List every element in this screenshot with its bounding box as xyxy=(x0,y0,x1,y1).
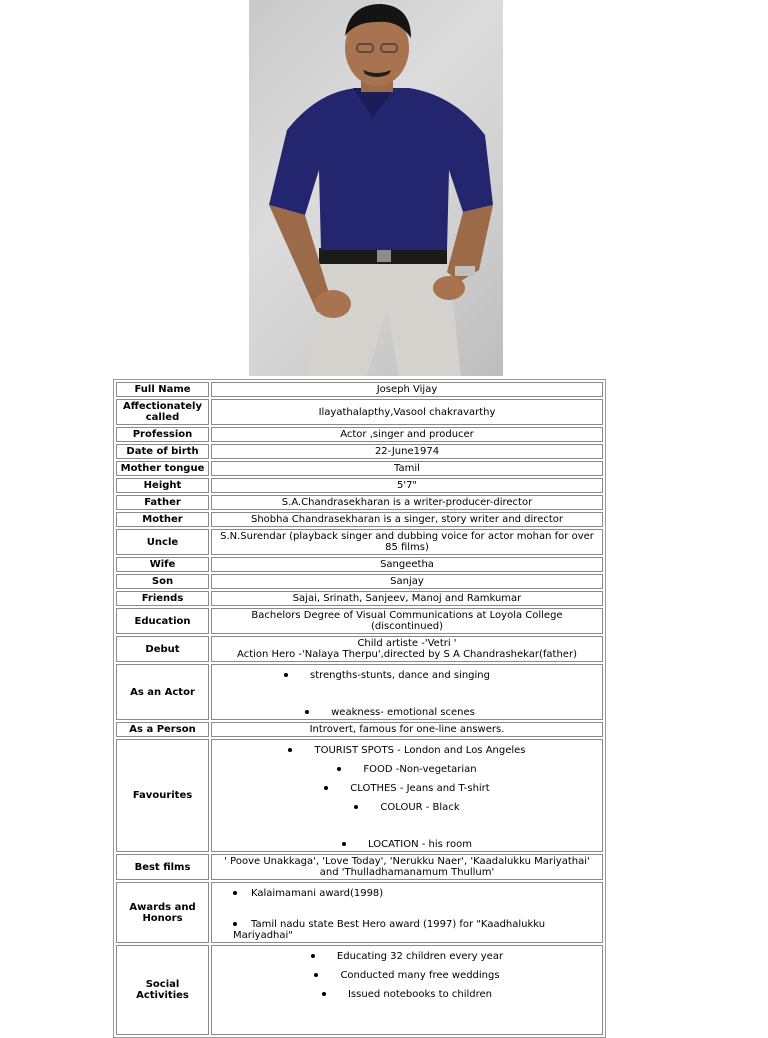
table-row xyxy=(116,945,603,1035)
row-key: Son xyxy=(116,574,209,589)
actor-list xyxy=(215,670,599,718)
table-row xyxy=(116,854,603,880)
table-row xyxy=(116,478,603,493)
row-key: Profession xyxy=(116,427,209,442)
portrait-photo xyxy=(249,0,503,376)
list-item xyxy=(233,919,599,941)
row-value: Bachelors Degree of Visual Communications at Loyola College (discontinued) xyxy=(211,608,603,634)
row-key: Education xyxy=(116,608,209,634)
social-list xyxy=(215,951,599,1000)
row-value: Tamil xyxy=(211,461,603,476)
favourites-list xyxy=(215,745,599,850)
list-item xyxy=(215,970,599,981)
table-row xyxy=(116,591,603,606)
list-item-text: weakness- emotional scenes xyxy=(331,707,475,718)
row-value xyxy=(211,664,603,720)
row-value xyxy=(211,945,603,1035)
row-value: ' Poove Unakkaga', 'Love Today', 'Nerukku Naer', 'Kaadalukku Mariyathai' and 'Thulladhamanamum Thullum' xyxy=(211,854,603,880)
list-item xyxy=(215,745,599,756)
bullet-icon xyxy=(233,891,237,895)
table-row xyxy=(116,427,603,442)
row-value: Sajai, Srinath, Sanjeev, Manoj and Ramkumar xyxy=(211,591,603,606)
portrait-icon xyxy=(249,0,503,376)
row-key: Awards and Honors xyxy=(116,882,209,943)
table-row xyxy=(116,495,603,510)
row-value xyxy=(211,882,603,943)
row-value: Sanjay xyxy=(211,574,603,589)
row-key: Friends xyxy=(116,591,209,606)
table-row xyxy=(116,608,603,634)
list-item-text: strengths-stunts, dance and singing xyxy=(309,670,490,681)
row-key: Affectionately called xyxy=(116,399,209,425)
table-row xyxy=(116,722,603,737)
bullet-icon xyxy=(288,748,292,752)
list-item xyxy=(215,707,599,718)
table-row xyxy=(116,382,603,397)
row-value: Shobha Chandrasekharan is a singer, story writer and director xyxy=(211,512,603,527)
bullet-icon xyxy=(233,922,237,926)
bullet-icon xyxy=(284,673,288,677)
bullet-icon xyxy=(311,954,315,958)
row-value xyxy=(211,739,603,852)
table-row xyxy=(116,444,603,459)
row-key: Best films xyxy=(116,854,209,880)
list-item xyxy=(233,888,599,899)
awards-list xyxy=(215,888,599,941)
row-key: Mother tongue xyxy=(116,461,209,476)
row-value: S.A.Chandrasekharan is a writer-producer-director xyxy=(211,495,603,510)
row-value: Actor ,singer and producer xyxy=(211,427,603,442)
row-key: Height xyxy=(116,478,209,493)
bullet-icon xyxy=(342,842,346,846)
table-row xyxy=(116,664,603,720)
table-row xyxy=(116,529,603,555)
row-value: Introvert, famous for one-line answers. xyxy=(211,722,603,737)
list-item-text: Educating 32 children every year xyxy=(336,951,504,962)
list-item-text: COLOUR - Black xyxy=(380,802,460,813)
bullet-icon xyxy=(314,973,318,977)
list-item xyxy=(215,802,599,813)
table-row xyxy=(116,512,603,527)
list-item-text: LOCATION - his room xyxy=(368,839,472,850)
bullet-icon xyxy=(305,710,309,714)
list-item xyxy=(215,764,599,775)
table-row xyxy=(116,399,603,425)
table-row xyxy=(116,739,603,852)
row-key: As a Person xyxy=(116,722,209,737)
table-row xyxy=(116,882,603,943)
row-value: 5'7" xyxy=(211,478,603,493)
bullet-icon xyxy=(324,786,328,790)
table-row xyxy=(116,557,603,572)
list-item xyxy=(215,989,599,1000)
row-key: Social Activities xyxy=(116,945,209,1035)
list-item xyxy=(215,783,599,794)
list-item-text: FOOD -Non-vegetarian xyxy=(363,764,477,775)
bullet-icon xyxy=(322,992,326,996)
profile-table xyxy=(113,379,606,1038)
row-key: Favourites xyxy=(116,739,209,852)
row-value: 22-June1974 xyxy=(211,444,603,459)
debut-hero: Action Hero -'Nalaya Therpu',directed by S A Chandrashekar(father) xyxy=(237,649,577,660)
row-key: Father xyxy=(116,495,209,510)
row-key: Debut xyxy=(116,636,209,662)
row-value xyxy=(211,636,603,662)
table-row xyxy=(116,574,603,589)
row-value: Joseph Vijay xyxy=(211,382,603,397)
list-item-text: Conducted many free weddings xyxy=(340,970,500,981)
bullet-icon xyxy=(354,805,358,809)
list-item-text: Kalaimamani award(1998) xyxy=(251,888,384,899)
list-item-text: Tamil nadu state Best Hero award (1997) for "Kaadhalukku Mariyadhai" xyxy=(233,919,546,941)
row-value: Sangeetha xyxy=(211,557,603,572)
list-item-text: TOURIST SPOTS - London and Los Angeles xyxy=(314,745,526,756)
row-key: Wife xyxy=(116,557,209,572)
table-row xyxy=(116,461,603,476)
list-item xyxy=(215,670,599,681)
list-item-text: Issued notebooks to children xyxy=(347,989,493,1000)
row-key: Mother xyxy=(116,512,209,527)
row-value: S.N.Surendar (playback singer and dubbing voice for actor mohan for over 85 films) xyxy=(211,529,603,555)
list-item xyxy=(215,951,599,962)
row-key: Uncle xyxy=(116,529,209,555)
row-key: Date of birth xyxy=(116,444,209,459)
row-value: Ilayathalapthy,Vasool chakravarthy xyxy=(211,399,603,425)
bullet-icon xyxy=(337,767,341,771)
row-key: As an Actor xyxy=(116,664,209,720)
row-key: Full Name xyxy=(116,382,209,397)
debut-child: Child artiste -'Vetri ' xyxy=(357,638,457,649)
list-item xyxy=(215,839,599,850)
list-item-text: CLOTHES - Jeans and T-shirt xyxy=(350,783,490,794)
table-row xyxy=(116,636,603,662)
